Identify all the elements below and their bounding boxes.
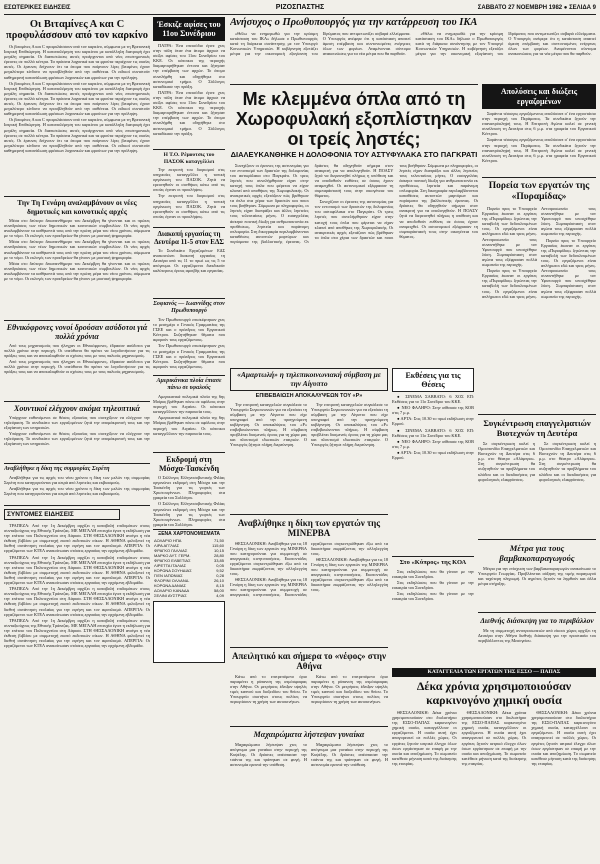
minerva-body: ΘΕΣΣΑΛΟΝΙΚΗ: Αναβλήθηκε για τις 18 Γενάρη η δίκη των εργατών της ΜΙΝΕΡΒΑ που κατηγορούνται για συμμετοχή σε απεργιακές κινητοποιήσεις. Εκατοντάδες εργαζόμενοι συγκεντρώθηκαν έξω από τα δικαστήρια εκφράζοντας την αλληλεγγύη τους. ΘΕΣΣΑΛΟΝΙΚΗ: Αναβλήθηκε για τις 18 Γενάρη η δίκη των εργατών της ΜΙΝΕΡΒΑ που κατηγορούνται για συμμετοχή σε απεργιακές κινητοποιήσεις. Εκατοντάδες εργαζόμενοι συγκεντρώθηκαν έξω από τα δικαστήρια εκφράζοντας την αλληλεγγύη τους. ΘΕΣΣΑΛΟΝΙΚΗ: Αναβλήθηκε για τις 18 Γενάρη η δίκη των εργατών της ΜΙΝΕΡΒΑ που κατηγορούνται για συμμετοχή σε απεργιακές κινητοποιήσεις. Εκατοντάδες εργαζόμενοι συγκεντρώθηκαν έξω από τα δικαστήρια εκφράζοντας την αλληλεγγύη τους. (230, 540, 388, 598)
article-seretis (4, 466, 150, 503)
currency-value: 10,15 (213, 548, 224, 553)
amerikanika-body: Αμερικανικά πολεμικά πλοία της 6ης Μοίρας βρέθηκαν πάνω σε υφάλους στην περιοχή του Αιγαίου. Οι κάτοικοι καταγγέλλουν την παρουσία τους. Αμερικανικά πολεμικά πλοία της 6ης Μοίρας βρέθηκαν πάνω σε υφάλους στην περιοχή του Αιγαίου. Οι κάτοικοι καταγγέλλουν την παρουσία τους. (153, 394, 225, 436)
eskise-title: Έσκιζε αφίσες του 11ου Συνέδριου (153, 17, 225, 41)
esso-title: Δέκα χρόνια χρησιμοποιούσαν καρκινογόνο χημική ουσία (416, 679, 572, 707)
eskise-body: ΠΑΤΡΑ: Ένα επεισόδιο έγινε χτες στην πόλη όταν ένα άτομο άρχισε να σκίζει αφίσες του 11ου Συνεδρίου του ΚΚΕ. Οι κάτοικοι της περιοχής διαμαρτυρήθηκαν έντονα και ζήτησαν την επέμβαση των αρχών. Το άτομο συνελήφθη και οδηγήθηκε στο αστυνομικό τμήμα. Ο Σύλλογος καταδίκασε την πράξη. ΠΑΤΡΑ: Ένα επεισόδιο έγινε χτες στην πόλη όταν ένα άτομο άρχισε να σκίζει αφίσες του 11ου Συνεδρίου του ΚΚΕ. Οι κάτοικοι της περιοχής διαμαρτυρήθηκαν έντονα και ζήτησαν την επέμβαση των αρχών. Το άτομο συνελήφθη και οδηγήθηκε στο αστυνομικό τμήμα. Ο Σύλλογος καταδίκασε την πράξη. (153, 43, 225, 136)
amartolh-box (230, 368, 388, 391)
column-second (153, 17, 225, 860)
currency-name: ΚΟΡΩΝΑ ΣΟΥΗΔΙΑΣ (154, 568, 192, 573)
diethnis-body: Με τη συμμετοχή αντιπροσωπειών από είκοσι χώρες αρχίζει τη Δευτέρα στην Αθήνα διεθνής διάσκεψη για την προστασία του περιβάλλοντος της Μεσογείου. (478, 628, 596, 644)
article-title: Την Τη Γενάρη αναλαμβάνουν οι νέες δημοτικές και κοινοτικές αρχές (17, 198, 137, 216)
page-date: ΣΑΒΒΑΤΟ 27 ΝΟΕΜΒΡΗ 1982 ● ΣΕΛΙΔΑ 9 (477, 5, 596, 11)
article-body: Οι βιταμίνες Α και C προφυλάσσουν από τον καρκίνο, σύμφωνα με τη Βρετανική Ιατρική Επιθεώρηση. Η καταπολέμηση του καρκίνου με κατάλληλη διατροφή έχει μεγάλη σημασία. Οι διαπιστώσεις αυτές προέρχονται από νέες επιστημονικές έρευνες σε πολλά κέντρα. Τα πράσινα λαχανικά και τα φρούτα περιέχουν τις ουσίες αυτές. Οι έρευνες δείχνουν ότι τα άτομα που παίρνουν λίγες βιταμίνες έχουν μεγαλύτερο κίνδυνο να προσβληθούν από την ασθένεια. Οι ειδικοί συνιστούν καθημερινή κατανάλωση φρέσκων λαχανικών και φρούτων για την πρόληψη. Οι βιταμίνες Α και C προφυλάσσουν από τον καρκίνο, σύμφωνα με τη Βρετανική Ιατρική Επιθεώρηση. Η καταπολέμηση του καρκίνου με κατάλληλη διατροφή έχει μεγάλη σημασία. Οι διαπιστώσεις αυτές προέρχονται από νέες επιστημονικές έρευνες σε πολλά κέντρα. Τα πράσινα λαχανικά και τα φρούτα περιέχουν τις ουσίες αυτές. Οι έρευνες δείχνουν ότι τα άτομα που παίρνουν λίγες βιταμίνες έχουν μεγαλύτερο κίνδυνο να προσβληθούν από την ασθένεια. Οι ειδικοί συνιστούν καθημερινή κατανάλωση φρέσκων λαχανικών και φρούτων για την πρόληψη. Οι βιταμίνες Α και C προφυλάσσουν από τον καρκίνο, σύμφωνα με τη Βρετανική Ιατρική Επιθεώρηση. Η καταπολέμηση του καρκίνου με κατάλληλη διατροφή έχει μεγάλη σημασία. Οι διαπιστώσεις αυτές προέρχονται από νέες επιστημονικές έρευνες σε πολλά κέντρα. Τα πράσινα λαχανικά και τα φρούτα περιέχουν τις ουσίες αυτές. Οι έρευνες δείχνουν ότι τα άτομα που παίρνουν λίγες βιταμίνες έχουν μεγαλύτερο κίνδυνο να προσβληθούν από την ασθένεια. Οι ειδικοί συνιστούν καθημερινή κατανάλωση φρέσκων λαχανικών και φρούτων για την πρόληψη. (4, 44, 150, 153)
currency-name: ΚΟΡΩΝΑ ΔΑΝΙΑΣ (154, 583, 187, 588)
article-title: Χουντικοί ελέγχουν ακόμα τηλεοπτικά (14, 404, 140, 413)
article-body: Μέσα στο δεύτερο δεκαπενθήμερο του Δεκέμβρη θα γίνονται και οι πρώτες συνεδριάσεις των νέων δημοτικών και κοινοτικών συμβουλίων. Οι νέες αρχές αναλαμβάνουν τα καθήκοντά τους από την πρώτη μέρα του νέου χρόνου, σύμφωνα με το νόμο. Οι εκλογές των προεδρείων θα γίνουν με μυστική ψηφοφορία. Μέσα στο δεύτερο δεκαπενθήμερο του Δεκέμβρη θα γίνονται και οι πρώτες συνεδριάσεις των νέων δημοτικών και κοινοτικών συμβουλίων. Οι νέες αρχές αναλαμβάνουν τα καθήκοντά τους από την πρώτη μέρα του νέου χρόνου, σύμφωνα με το νόμο. Οι εκλογές των προεδρείων θα γίνουν με μυστική ψηφοφορία. Μέσα στο δεύτερο δεκαπενθήμερο του Δεκέμβρη θα γίνονται και οι πρώτες συνεδριάσεις των νέων δημοτικών και κοινοτικών συμβουλίων. Οι νέες αρχές αναλαμβάνουν τα καθήκοντά τους από την πρώτη μέρα του νέου χρόνου, σύμφωνα με το νόμο. Οι εκλογές των προεδρείων θα γίνουν με μυστική ψηφοφορία. (4, 218, 150, 282)
article-body: Αναβλήθηκε για τις αρχές του νέου χρόνου η δίκη των μελών της συμμορίας Σερέτη που κατηγορούνται για σειρά από ληστείες και εκβιασμούς. Αναβλήθηκε για τις αρχές του νέου χρόνου η δίκη των μελών της συμμορίας Σερέτη που κατηγορούνται για σειρά από ληστείες και εκβιασμούς. (4, 475, 150, 497)
poreia-title: Πορεία των εργατών της «Πυραμίδας» (488, 181, 590, 202)
section-box-title: ΣΥΝΤΟΜΕΣ ΕΙΔΗΣΕΙΣ (4, 509, 120, 520)
maxairomata-body: Μαχαιρώματα λήστεψαν χτες το απόγευμα μια γυναίκα στην περιοχή της Κυψέλης. Οι δράστες απέσπασαν την τσάντα της και τράπηκαν σε φυγή. Η αστυνομία ερευνά την υπόθεση. Μαχαιρώματα λήστεψαν χτες το απόγευμα μια γυναίκα στην περιοχή της Κυψέλης. Οι δράστες απέσπασαν την τσάντα της και τράπηκαν σε φυγή. Η αστυνομία ερευνά την υπόθεση. (230, 741, 388, 767)
diakopi-title: Διακοπή εργασίας τη Δευτέρα 11-5 στον ΕΔΣ (154, 230, 224, 246)
main-body: Συνεχίζουν οι έρευνες της αστυνομίας για τον εντοπισμό των δραστών της δολοφονίας του αστυφύλακα στο Παγκράτι. Οι τρεις ληστές που συνελήφθησαν είχαν στην κατοχή τους όπλα που φέρεται να είχαν κλαπεί από αποθήκες της Χωροφυλακής. Οι ανακριτικές αρχές εξετάζουν πώς βρέθηκαν τα όπλα στα χέρια των δραστών και ποιοι τους βοήθησαν. Σύμφωνα με πληροφορίες, οι ληστές είχαν διαπράξει και άλλες ληστείες τους τελευταίους μήνες. Ο εισαγγελέας άσκησε ποινική δίωξη για ανθρωποκτονία εκ προθέσεως, ληστεία και παράνομη οπλοφορία. Στη δικογραφία περιλαμβάνονται καταθέσεις αυτοπτών μαρτύρων και πορίσματα της βαλλιστικής έρευνας. Οι δράστες θα οδηγηθούν σήμερα στον ανακριτή για να απολογηθούν. Η ΠΟΑΣΥ ζητά να διερευνηθεί πλήρως η υπόθεση και να αποδοθούν ευθύνες σε όσους έχουν αναμειχθεί. Οι αστυνομικοί εξέφρασαν τη συμπαράστασή τους στην οικογένεια του θύματος. Συνεχίζουν οι έρευνες της αστυνομίας για τον εντοπισμό των δραστών της δολοφονίας του αστυφύλακα στο Παγκράτι. Οι τρεις ληστές που συνελήφθησαν είχαν στην κατοχή τους όπλα που φέρεται να είχαν κλαπεί από αποθήκες της Χωροφυλακής. Οι ανακριτικές αρχές εξετάζουν πώς βρέθηκαν τα όπλα στα χέρια των δραστών και ποιοι τους βοήθησαν. Σύμφωνα με πληροφορίες, οι ληστές είχαν διαπράξει και άλλες ληστείες τους τελευταίους μήνες. Ο εισαγγελέας άσκησε ποινική δίωξη για ανθρωποκτονία εκ προθέσεως, ληστεία και παράνομη οπλοφορία. Στη δικογραφία περιλαμβάνονται καταθέσεις αυτοπτών μαρτύρων και πορίσματα της βαλλιστικής έρευνας. Οι δράστες θα οδηγηθούν σήμερα στον ανακριτή για να απολογηθούν. Η ΠΟΑΣΥ ζητά να διερευνηθεί πλήρως η υπόθεση και να αποδοθούν ευθύνες σε όσους έχουν αναμειχθεί. Οι αστυνομικοί εξέφρασαν τη συμπαράστασή τους στην οικογένεια του θύματος. (230, 162, 478, 244)
column-right-mid (478, 414, 596, 664)
currency-value: 115,60 (212, 543, 224, 548)
esso-kicker: ΚΑΤΑΓΓΕΛΙΑ ΤΩΝ ΕΡΓΑΤΩΝ ΤΗΣ ΕΣΣΟ — ΠΑΠΑΣ (392, 668, 596, 677)
metra-body: Μέτρα για την ενίσχυση των βαμβακοπαραγωγών ανακοίνωσε το Υπουργείο Γεωργίας. Προβλέπεται αύξηση της τιμής παραγωγού και ταχύτερη πληρωμή. Οι αγρότες ζητούν να ληφθούν και άλλα μέτρα στήριξης. (478, 566, 596, 587)
sofianos-body: Τον Πρωθυπουργό επισκέφτηκαν χτες το μεσημέρι ο Γενικός Γραμματέας της ΓΣΕΕ και ο πρόεδρος του Εργατικού Κέντρου. Συζητήθηκαν θέματα που αφορούν τους εργαζόμενους. Τον Πρωθυπουργό επισκέφτηκαν χτες το μεσημέρι ο Γενικός Γραμματέας της ΓΣΕΕ και ο πρόεδρος του Εργατικού Κέντρου. Συζητήθηκαν θέματα που αφορούν τους εργαζόμενους. (153, 317, 225, 369)
currency-name: ΔΟΛΑΡΙΟ ΗΠΑ (154, 538, 182, 543)
ektheseis-box (392, 368, 474, 392)
article-title: Αναβλήθηκε η δίκη της συμμορίας Σερέτη (4, 466, 110, 472)
currency-value: 0,05 (216, 563, 224, 568)
section-label: ΕΣΩΤΕΡΙΚΕΣ ΕΙΔΗΣΕΙΣ (4, 5, 71, 11)
currency-row (153, 593, 225, 598)
maxairomata-title: Μαχαιρώματα λήστεψαν γυναίκα (253, 729, 365, 739)
column-ektheseis (392, 368, 474, 664)
currency-name: ΔΟΛΑΡΙΟ ΚΑΝΑΔΑ (154, 588, 190, 593)
amartolh-body: Την επιτροπή καταγγελιών συγκάλεσε το Υπουργείο Συγκοινωνιών για να εξετάσει τη σύμβαση με την Αίγυπτο που είχε υπογραφεί από την προηγούμενη κυβέρνηση. Οι αποκαλύψεις του «Ρ» επιβεβαιώνονται πλήρως. Η σύμβαση προβλέπει δυσμενείς όρους για τη χώρα μας και πλουτισμό ιδιωτικών εταιριών. Ο Υπουργός ζήτησε πλήρη διερεύνηση. Την επιτροπή καταγγελιών συγκάλεσε το Υπουργείο Συγκοινωνιών για να εξετάσει τη σύμβαση με την Αίγυπτο που είχε υπογραφεί από την προηγούμενη κυβέρνηση. Οι αποκαλύψεις του «Ρ» επιβεβαιώνονται πλήρως. Η σύμβαση προβλέπει δυσμενείς όρους για τη χώρα μας και πλουτισμό ιδιωτικών εταιριών. Ο Υπουργός ζήτησε πλήρη διερεύνηση. (230, 401, 388, 448)
article-body: ΤΡΑΠΕΖΑ: Από την 1η Δεκέμβρη αρχίζει η καταβολή επιδομάτων στους συνταξιούχους της Εθνικής Τράπεζας. ΜΕ ΜΕΓΑΛΗ επιτυχία έγινε η εκδήλωση για την επέτειο του Πολυτεχνείου στη Λάρισα. ΣΤΗ ΘΕΣΣΑΛΟΝΙΚΗ ανοίγει η νέα έκθεση βιβλίου με συμμετοχή εκατό εκδοτικών οίκων. Η ΑΘΗΝΑ φιλοξενεί τη διεθνή συνάντηση νεολαίας για την ειρήνη και τον αφοπλισμό. ΑΠΕΡΓΙΑ: Οι εργαζόμενοι των ΚΤΕΛ ανακοίνωσαν στάσεις εργασίας την ερχόμενη εβδομάδα. ΤΡΑΠΕΖΑ: Από την 1η Δεκέμβρη αρχίζει η καταβολή επιδομάτων στους συνταξιούχους της Εθνικής Τράπεζας. ΜΕ ΜΕΓΑΛΗ επιτυχία έγινε η εκδήλωση για την επέτειο του Πολυτεχνείου στη Λάρισα. ΣΤΗ ΘΕΣΣΑΛΟΝΙΚΗ ανοίγει η νέα έκθεση βιβλίου με συμμετοχή εκατό εκδοτικών οίκων. Η ΑΘΗΝΑ φιλοξενεί τη διεθνή συνάντηση νεολαίας για την ειρήνη και τον αφοπλισμό. ΑΠΕΡΓΙΑ: Οι εργαζόμενοι των ΚΤΕΛ ανακοίνωσαν στάσεις εργασίας την ερχόμενη εβδομάδα. ΤΡΑΠΕΖΑ: Από την 1η Δεκέμβρη αρχίζει η καταβολή επιδομάτων στους συνταξιούχους της Εθνικής Τράπεζας. ΜΕ ΜΕΓΑΛΗ επιτυχία έγινε η εκδήλωση για την επέτειο του Πολυτεχνείου στη Λάρισα. ΣΤΗ ΘΕΣΣΑΛΟΝΙΚΗ ανοίγει η νέα έκθεση βιβλίου με συμμετοχή εκατό εκδοτικών οίκων. Η ΑΘΗΝΑ φιλοξενεί τη διεθνή συνάντηση νεολαίας για την ειρήνη και τον αφοπλισμό. ΑΠΕΡΓΙΑ: Οι εργαζόμενοι των ΚΤΕΛ ανακοίνωσαν στάσεις εργασίας την ερχόμενη εβδομάδα. ΤΡΑΠΕΖΑ: Από την 1η Δεκέμβρη αρχίζει η καταβολή επιδομάτων στους συνταξιούχους της Εθνικής Τράπεζας. ΜΕ ΜΕΓΑΛΗ επιτυχία έγινε η εκδήλωση για την επέτειο του Πολυτεχνείου στη Λάρισα. ΣΤΗ ΘΕΣΣΑΛΟΝΙΚΗ ανοίγει η νέα έκθεση βιβλίου με συμμετοχή εκατό εκδοτικών οίκων. Η ΑΘΗΝΑ φιλοξενεί τη διεθνή συνάντηση νεολαίας για την ειρήνη και τον αφοπλισμό. ΑΠΕΡΓΙΑ: Οι εργαζόμενοι των ΚΤΕΛ ανακοίνωσαν στάσεις εργασίας την ερχόμενη εβδομάδα. (4, 523, 150, 649)
main-headline: Με κλεμμένα όπλα από τη Χωροφυλακή εξοπλίστηκαν οι τρείς ληστές; (235, 89, 473, 149)
esso-body: ΘΕΣΣΑΛΟΝΙΚΗ: Δέκα χρόνια χρησιμοποιούσαν στο διυλιστήριο της ΕΣΣΟ-ΠΑΠΑΣ καρκινογόνο χημική ουσία, καταγγέλλουν οι εργαζόμενοι. Η ουσία αυτή έχει απαγορευτεί σε πολλές χώρες. Οι εργάτες ζητούν ιατρικό έλεγχο όλων όσων εργάστηκαν σε επαφή με την ουσία και αποζημίωση. Το σωματείο κατέθεσε μήνυση κατά της διοίκησης της εταιρίας. ΘΕΣΣΑΛΟΝΙΚΗ: Δέκα χρόνια χρησιμοποιούσαν στο διυλιστήριο της ΕΣΣΟ-ΠΑΠΑΣ καρκινογόνο χημική ουσία, καταγγέλλουν οι εργαζόμενοι. Η ουσία αυτή έχει απαγορευτεί σε πολλές χώρες. Οι εργάτες ζητούν ιατρικό έλεγχο όλων όσων εργάστηκαν σε επαφή με την ουσία και αποζημίωση. Το σωματείο κατέθεσε μήνυση κατά της διοίκησης της εταιρίας. ΘΕΣΣΑΛΟΝΙΚΗ: Δέκα χρόνια χρησιμοποιούσαν στο διυλιστήριο της ΕΣΣΟ-ΠΑΠΑΣ καρκινογόνο χημική ουσία, καταγγέλλουν οι εργαζόμενοι. Η ουσία αυτή έχει απαγορευτεί σε πολλές χώρες. Οι εργάτες ζητούν ιατρικό έλεγχο όλων όσων εργάστηκαν σε επαφή με την ουσία και αποζημίωση. Το σωματείο κατέθεσε μήνυση κατά της διοίκησης της εταιρίας. (392, 710, 596, 766)
ektheseis-title: Εκθέσεις για τις Θέσεις (405, 371, 461, 389)
ektheseis-list: ● ΣΙΝΕΜΑ ΣΑΒΒΑΤΟ: 6 ΧΟΣ ΕΠ: Εκθέσεις για το 11ο Συνέδριο του ΚΚΕ. ● ΝΕΟ ΦΑΛΗΡΟ: Στην αίθουσα της ΚΟΒ στις 7 μ.μ. ● ΑΡΤΑ: Στις 10.30 το πρωί εκδήλωση στην Ερμού. ● ΣΙΝΕΜΑ ΣΑΒΒΑΤΟ: 6 ΧΟΣ ΕΠ: Εκθέσεις για το 11ο Συνέδριο του ΚΚΕ. ● ΝΕΟ ΦΑΛΗΡΟ: Στην αίθουσα της ΚΟΒ στις 7 μ.μ. ● ΑΡΤΑ: Στις 10.30 το πρωί εκδήλωση στην Ερμού. (392, 394, 474, 461)
currency-name: ΜΑΡΚΟ ΔΥΤ. ΓΕΡΜ. (154, 553, 191, 558)
currency-value: 0,28 (216, 573, 224, 578)
article-title: Εθνικόφρονες νονοί δρούσαν ασύδοτοι γιά πολλά χρόνια (6, 323, 148, 341)
currency-name: ΓΙΕΝ ΙΑΠΩΝΙΑΣ (154, 573, 183, 578)
pasok-title: Η Τ.Ο. Ρέμουτσις του ΠΑΣΟΚ καταγγέλλει (163, 152, 215, 165)
article-xountikoi (4, 404, 150, 461)
kypros-title: Στο «Κύπρος» της ΚΟΑ (399, 559, 467, 566)
currency-value: 33,85 (213, 558, 224, 563)
currency-name: ΦΛΟΡΙΝΙ ΟΛΛΑΝΔ. (154, 578, 190, 583)
currency-value: 28,80 (213, 553, 224, 558)
column-center-lower (230, 368, 388, 860)
article-ethnikofrones (4, 323, 150, 399)
article-ika (230, 17, 596, 81)
page-header (4, 3, 596, 15)
diethnis-title: Διεθνής διάσκεψη για το περιβάλλον (480, 616, 594, 625)
ekdromi-title: Εκδρομή στη Μόσχα-Τασκένδη (158, 455, 220, 473)
ekdromi-body: Ο Σύλλογος Ελληνοσοβιετικής Φιλίας οργανώνει εκδρομή στη Μόσχα και την Τασκένδη για τις γιορτές των Χριστουγέννων. Πληροφορίες στα γραφεία του Συλλόγου. Ο Σύλλογος Ελληνοσοβιετικής Φιλίας οργανώνει εκδρομή στη Μόσχα και την Τασκένδη για τις γιορτές των Χριστουγέννων. Πληροφορίες στα γραφεία του Συλλόγου. (153, 475, 225, 527)
currency-name: ΛΙΡΑ ΑΓΓΛΙΑΣ (154, 543, 180, 548)
article-genadi (4, 199, 150, 318)
currency-value: 4,09 (216, 593, 224, 598)
poreia-body: Πορεία προς το Υπουργείο Εργασίας έκαναν οι εργάτες της «Πυραμίδας» ζητώντας την καταβολή των δεδουλευμένων τους. Οι εργαζόμενοι είναι απλήρωτοι εδώ και τρεις μήνες. Αντιπροσωπεία τους συναντήθηκε με τον Υφυπουργό που υποσχέθηκε λύση. Συμπαράσταση στον αγώνα τους εξέφρασαν πολλά σωματεία της περιοχής. Πορεία προς το Υπουργείο Εργασίας έκαναν οι εργάτες της «Πυραμίδας» ζητώντας την καταβολή των δεδουλευμένων τους. Οι εργαζόμενοι είναι απλήρωτοι εδώ και τρεις μήνες. Αντιπροσωπεία τους συναντήθηκε με τον Υφυπουργό που υποσχέθηκε λύση. Συμπαράσταση στον αγώνα τους εξέφρασαν πολλά σωματεία της περιοχής. Πορεία προς το Υπουργείο Εργασίας έκαναν οι εργάτες της «Πυραμίδας» ζητώντας την καταβολή των δεδουλευμένων τους. Οι εργαζόμενοι είναι απλήρωτοι εδώ και τρεις μήνες. Αντιπροσωπεία τους συναντήθηκε με τον Υφυπουργό που υποσχέθηκε λύση. Συμπαράσταση στον αγώνα τους εξέφρασαν πολλά σωματεία της περιοχής. (482, 206, 596, 299)
currency-name: ΦΡΑΓΚΟ ΓΑΛΛΙΑΣ (154, 548, 188, 553)
amartolh-title: «Αμαρτωλή» η τηλεπικοινωνιακή σύμβαση με την Αίγυπτο (237, 370, 381, 388)
article-title: Οι Βιταμίνες Α και C προφυλάσσουν από τον καρκίνο (5, 19, 148, 41)
apeilhtiko-title: Απειλητικό και σήμερα το «νέφος» στην Αθήνα (232, 650, 386, 671)
synkentrosh-body: Σε συγκέντρωση καλεί η Ομοσπονδία Επαγγελματιών και Βιοτεχνών τη Δευτέρα στις 6 μ.μ. στο θέατρο «Αλάμπρα». Στη συγκέντρωση θα συζητηθούν τα προβλήματα του κλάδου και οι διεκδικήσεις για φορολογικές ελαφρύνσεις. Σε συγκέντρωση καλεί η Ομοσπονδία Επαγγελματιών και Βιοτεχνών τη Δευτέρα στις 6 μ.μ. στο θέατρο «Αλάμπρα». Στη συγκέντρωση θα συζητηθούν τα προβλήματα του κλάδου και οι διεκδικήσεις για φορολογικές ελαφρύνσεις. (478, 441, 596, 482)
kypros-body: Στις εκδηλώσεις που θα γίνουν με την ευκαιρία του Συνεδρίου. Στις εκδηλώσεις που θα γίνουν με την ευκαιρία του Συνεδρίου. Στις εκδηλώσεις που θα γίνουν με την ευκαιρία του Συνεδρίου. (392, 568, 474, 601)
notice-box (153, 601, 225, 663)
ika-body: «Θέλω να ενημερωθώ για την κρίσιμη κατάσταση του ΙΚΑ» δήλωσε ο Πρωθυπουργός κατά τη διάρκεια συνάντησης με τον Υπουργό Κοινωνικών Υπηρεσιών. Η κυβέρνηση εξετάζει μέτρα για την οικονομική εξυγίανση του Ιδρύματος που αντιμετωπίζει σοβαρά ελλείμματα. Ο Υπουργός ανέφερε ότι η κατάσταση απαιτεί άμεση επέμβαση και συντονισμένες ενέργειες όλων των φορέων. Αναμένονται σύντομα ανακοινώσεις για τα νέα μέτρα που θα παρθούν. «Θέλω να ενημερωθώ για την κρίσιμη κατάσταση του ΙΚΑ» δήλωσε ο Πρωθυπουργός κατά τη διάρκεια συνάντησης με τον Υπουργό Κοινωνικών Υπηρεσιών. Η κυβέρνηση εξετάζει μέτρα για την οικονομική εξυγίανση του Ιδρύματος που αντιμετωπίζει σοβαρά ελλείμματα. Ο Υπουργός ανέφερε ότι η κατάσταση απαιτεί άμεση επέμβαση και συντονισμένες ενέργειες όλων των φορέων. Αναμένονται σύντομα ανακοινώσεις για τα νέα μέτρα που θα παρθούν. (230, 31, 596, 57)
article-esso (392, 668, 596, 860)
amerikanika-title: Αμερικάνικα πλοία έπιασε πάνω σε υφαλούς (156, 378, 222, 391)
apolyseis-body: Σαράντα τέσσερις εργαζόμενους απολύσανε σ' ένα εργοστάσιο στην περιοχή του Περάματος. Τα συνδικάτα ζητούν την επαναπρόσληψή τους. Η Επιτροπή Αγώνα καλεί σε γενική συνέλευση τη Δευτέρα στις 6 μ.μ. στα γραφεία του Εργατικού Κέντρου. Σαράντα τέσσερις εργαζόμενους απολύσανε σ' ένα εργοστάσιο στην περιοχή του Περάματος. Τα συνδικάτα ζητούν την επαναπρόσληψή τους. Η Επιτροπή Αγώνα καλεί σε γενική συνέλευση τη Δευτέρα στις 6 μ.μ. στα γραφεία του Εργατικού Κέντρου. (482, 111, 596, 163)
article-syntomes (4, 509, 150, 709)
newspaper-name: ΡΙΖΟΣΠΑΣΤΗΣ (275, 4, 325, 11)
article-body: Υπάρχουν ευθυνόμενοι σε θέσεις εξουσίας που συνεχίζουν να ελέγχουν την τηλεόραση. Το συνδικάτο των εργαζομένων ζητά την απομάκρυνσή τους και την εξυγίανση των υπηρεσιών. Υπάρχουν ευθυνόμενοι σε θέσεις εξουσίας που συνεχίζουν να ελέγχουν την τηλεόραση. Το συνδικάτο των εργαζομένων ζητά την απομάκρυνσή τους και την εξυγίανση των υπηρεσιών. (4, 415, 150, 447)
currency-name: ΣΕΛΙΝΙ ΑΥΣΤΡΙΑΣ (154, 593, 187, 598)
currency-table-title: ΞΕΝΑ ΧΑΡΤΟΝΟΜΙΣΜΑΤΑ (157, 531, 220, 537)
sofianos-title: Σοφιανός — Ιωαννίδης στον Πρωθυπουργό (153, 301, 225, 314)
minerva-title: Αναβλήθηκε η δίκη των εργατών της ΜΙΝΕΡΒΑ (237, 517, 381, 538)
currency-name: ΛΙΡΕΤΤΑ ΙΤΑΛΙΑΣ (154, 563, 187, 568)
apolyseis-title: Απολύσεις και διώξεις εργαζομένων (482, 84, 596, 109)
currency-name: ΦΡΑΓΚΟ ΕΛΒΕΤΙΑΣ (154, 558, 191, 563)
pasok-body: Την εκτροπή του διορισμού στις υπηρεσίες καταγγέλλει η τοπική οργάνωση του ΠΑΣΟΚ. Ζητά να ερευνηθούν οι συνθήκες κάτω από τις οποίες έγιναν οι προσλήψεις. Την εκτροπή του διορισμού στις υπηρεσίες καταγγέλλει η τοπική οργάνωση του ΠΑΣΟΚ. Ζητά να ερευνηθούν οι συνθήκες κάτω από τις οποίες έγιναν οι προσλήψεις. (153, 167, 225, 219)
article-main (230, 84, 478, 364)
column-right-top (482, 84, 596, 412)
currency-table (153, 538, 225, 598)
diakopi-body: Το Συνδικάτο Εργαζομένων ΕΔΣ ανακοινώνει διακοπή εργασίας τη Δευτέρα από τις 11 το πρωί ως τις 5 το απόγευμα. Οι εργαζόμενοι διεκδικούν καλύτερους όρους αμοιβής και εργασίας. (153, 248, 225, 274)
main-subhead: ΔΙΑΛΕΥΚΑΝΘΗΚΕ Η ΔΟΛΟΦΟΝΙΑ ΤΟΥ ΑΣΤΥΦΥΛΑΚΑ ΣΤΟ ΠΑΓΚΡΑΤΙ (230, 150, 478, 159)
ika-title: Ανήσυχος ο Πρωθυπουργός για την κατάρρευση του ΙΚΑ (230, 17, 478, 28)
apeilhtiko-body: Κάτω από το επιτρεπόμενο όριο παραμένει η ρύπανση της ατμόσφαιρας στην Αθήνα. Οι μετρήσεις έδειξαν υψηλές τιμές καπνού και διοξειδίου του θείου. Το Υπουργείο συστήνει στους πολίτες να περιορίσουν τη χρήση των αυτοκινήτων. Κάτω από το επιτρεπόμενο όριο παραμένει η ρύπανση της ατμόσφαιρας στην Αθήνα. Οι μετρήσεις έδειξαν υψηλές τιμές καπνού και διοξειδίου του θείου. Το Υπουργείο συστήνει στους πολίτες να περιορίσουν τη χρήση των αυτοκινήτων. (230, 673, 388, 704)
currency-value: 58,00 (213, 588, 224, 593)
article-body: Από τους μηχανισμούς που ήλεγχαν οι Εθνικόφρονες, έδρασαν ασύδοτοι για πολλά χρόνια στην περιοχή. Οι υπεύθυνοι θα πρέπει να λογοδοτήσουν για τις πράξεις τους και να αποκαλυφθούν οι σχέσεις τους με τους παλιούς μηχανισμούς. Από τους μηχανισμούς που ήλεγχαν οι Εθνικόφρονες, έδρασαν ασύδοτοι για πολλά χρόνια στην περιοχή. Οι υπεύθυνοι θα πρέπει να λογοδοτήσουν για τις πράξεις τους και να αποκαλυφθούν οι σχέσεις τους με τους παλιούς μηχανισμούς. (4, 343, 150, 375)
column-left (4, 17, 150, 860)
article-vitamins (4, 19, 150, 194)
currency-value: 9,52 (216, 568, 224, 573)
metra-title: Μέτρα για τους βαμβακοπαραγωγούς (499, 543, 575, 563)
currency-value: 71,50 (213, 538, 224, 543)
currency-value: 26,10 (213, 578, 224, 583)
amartolh-subhead: ΕΠΙΒΕΒΑΙΩΣΗ ΑΠΟΚΑΛΥΨΕΩΝ ΤΟΥ «Ρ» (255, 393, 363, 399)
synkentrosh-title: Συγκέντρωση επαγγελματιών Βιοτεχνών τη Δευτέρα (483, 418, 591, 438)
currency-value: 8,15 (216, 583, 224, 588)
